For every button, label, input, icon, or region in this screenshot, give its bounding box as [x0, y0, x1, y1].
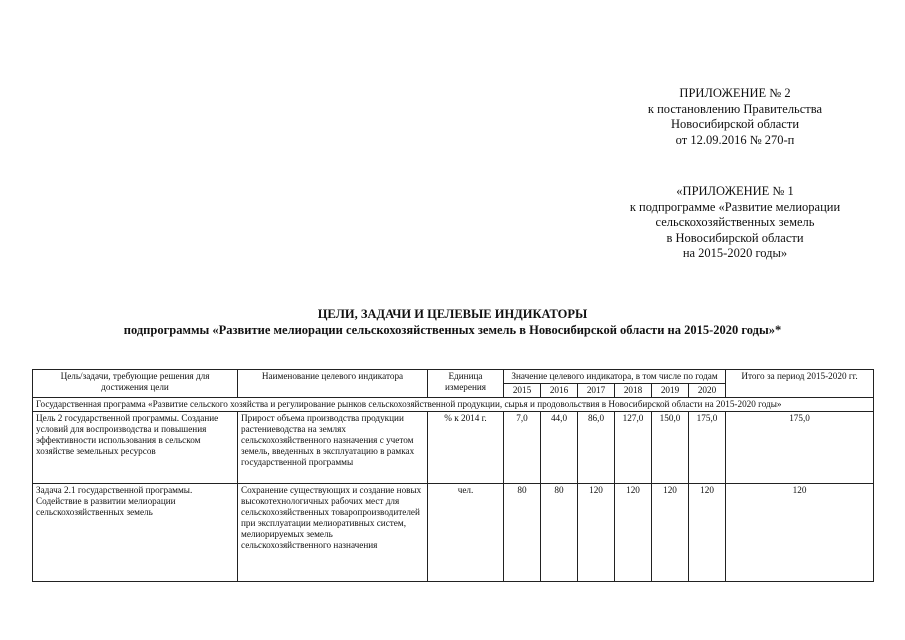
- document-title-main: ЦЕЛИ, ЗАДАЧИ И ЦЕЛЕВЫЕ ИНДИКАТОРЫ: [317, 307, 588, 321]
- value-cell: 150,0: [652, 412, 689, 484]
- appendix-2-region: Новосибирской области: [670, 117, 800, 131]
- year-cell: 2019: [652, 384, 689, 398]
- table-row: [33, 412, 874, 484]
- value-cell: 44,0: [541, 412, 578, 484]
- program-cell: Государственная программа «Развитие сельского хозяйства и регулирование рынков сельскохозяйственной продукции, сырья и продовольствия в Новосибирской области на 2015-2020 годы»: [33, 398, 874, 412]
- appendix-1-title: «ПРИЛОЖЕНИЕ № 1: [676, 184, 794, 198]
- indicator-cell: Сохранение существующих и создание новых высокотехнологичных рабочих мест для сельскохозяйственных товаропроизводителей при эксплуатации мелиоративных систем, мелиорируемых земель сельскохозяйственного назначения: [238, 484, 428, 582]
- table-row: [33, 484, 874, 582]
- total-cell: 120: [726, 484, 874, 582]
- unit-cell: % к 2014 г.: [428, 412, 504, 484]
- year-cell: 2015: [504, 384, 541, 398]
- appendix-1-region: в Новосибирской области: [666, 230, 804, 245]
- goal-cell: Цель 2 государственной программы. Создание условий для воспроизводства и повышения эффективности использования в сельском хозяйстве земельных ресурсов: [33, 412, 238, 484]
- total-cell: 175,0: [726, 412, 874, 484]
- appendix-1-header: [560, 184, 905, 262]
- appendix-2-ref: к постановлению Правительства: [647, 101, 823, 116]
- appendix-1-ref: к подпрограмме «Развитие мелиорации: [629, 199, 841, 214]
- header-value: Значение целевого индикатора, в том числе по годам: [504, 370, 726, 384]
- appendix-2-title: ПРИЛОЖЕНИЕ № 2: [679, 86, 791, 100]
- header-goal: Цель/задачи, требующие решения для достижения цели: [33, 370, 238, 398]
- value-cell: 120: [689, 484, 726, 582]
- table-header-row: [33, 370, 874, 384]
- value-cell: 127,0: [615, 412, 652, 484]
- value-cell: 80: [541, 484, 578, 582]
- header-total: Итого за период 2015-2020 гг.: [726, 370, 874, 398]
- year-cell: 2016: [541, 384, 578, 398]
- year-cell: 2018: [615, 384, 652, 398]
- indicator-cell: Прирост объема производства продукции растениеводства на землях сельскохозяйственного назначения с учетом земель, введенных в эксплуатацию в рамках государственной программы: [238, 412, 428, 484]
- program-row: [33, 398, 874, 412]
- value-cell: 80: [504, 484, 541, 582]
- header-unit: Единица измерения: [428, 370, 504, 398]
- appendix-1-subject: сельскохозяйственных земель: [655, 215, 815, 229]
- year-cell: 2020: [689, 384, 726, 398]
- value-cell: 120: [652, 484, 689, 582]
- value-cell: 7,0: [504, 412, 541, 484]
- value-cell: 120: [615, 484, 652, 582]
- goal-cell: Задача 2.1 государственной программы. Содействие в развитии мелиорации сельскохозяйственных земель: [33, 484, 238, 582]
- document-title: [0, 306, 905, 338]
- appendix-2-date: от 12.09.2016 № 270-п: [675, 132, 795, 147]
- document-title-sub: подпрограммы «Развитие мелиорации сельскохозяйственных земель в Новосибирской области на 2015-2020 годы»*: [123, 323, 782, 337]
- header-indicator: Наименование целевого индикатора: [238, 370, 428, 398]
- unit-cell: чел.: [428, 484, 504, 582]
- year-cell: 2017: [578, 384, 615, 398]
- appendix-2-header: [600, 86, 870, 148]
- value-cell: 175,0: [689, 412, 726, 484]
- appendix-1-period: на 2015-2020 годы»: [682, 246, 788, 260]
- value-cell: 86,0: [578, 412, 615, 484]
- indicators-table: [32, 369, 874, 582]
- value-cell: 120: [578, 484, 615, 582]
